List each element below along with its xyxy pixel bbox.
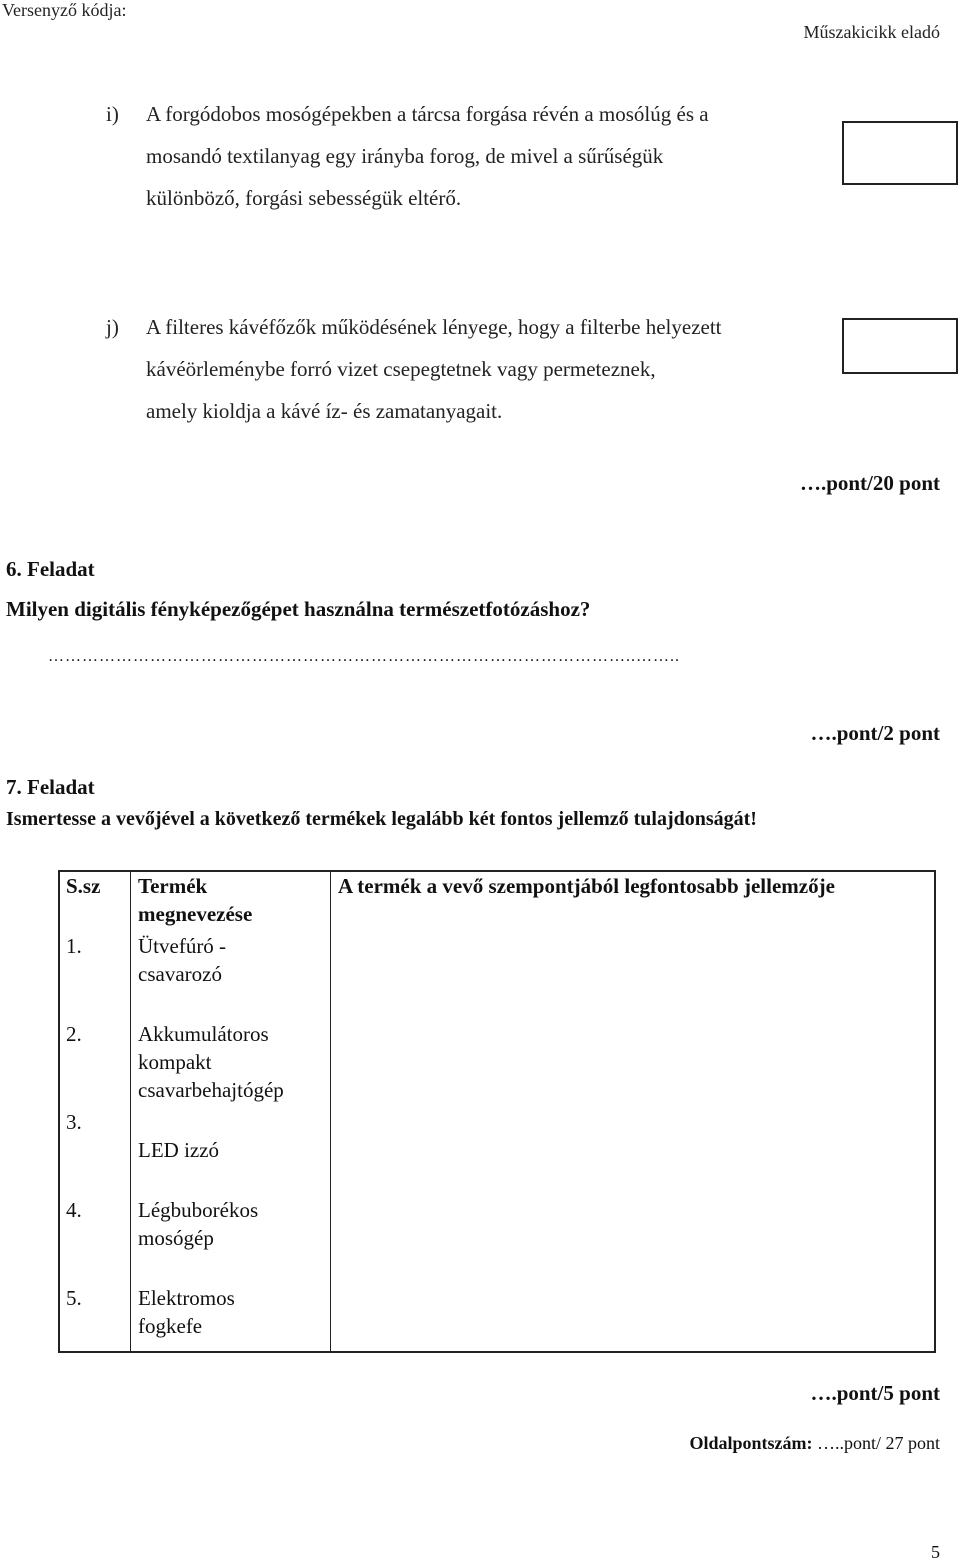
table-col-divider-2: [330, 870, 331, 1351]
row-2-number: 2.: [66, 1022, 82, 1046]
col-header-product: Termék megnevezése: [138, 874, 253, 926]
table-frame: [58, 870, 936, 1353]
row-1-product-line-2: csavarozó: [138, 962, 222, 986]
statement-i-line-2: mosandó textilanyag egy irányba forog, de mivel a sűrűségük: [146, 144, 664, 168]
row-3-number: 3.: [66, 1110, 82, 1134]
row-1-number: 1.: [66, 934, 82, 958]
page-score-label: Oldalpontszám:: [689, 1433, 813, 1453]
statement-j-line-1: A filteres kávéfőzők működésének lényege, hogy a filterbe helyezett: [146, 315, 722, 339]
statement-i: [106, 93, 846, 223]
statement-j-line-2: kávéörleménybe forró vizet csepegtetnek vagy permeteznek,: [146, 357, 656, 381]
row-5-number: 5.: [66, 1286, 82, 1310]
task-7-question: Ismertesse a vevőjével a következő termékek legalább két fontos jellemző tulajdonságát!: [6, 808, 757, 830]
task-7-score: ….pont/5 pont: [810, 1381, 940, 1405]
row-2-product-line-1: Akkumulátoros: [138, 1022, 269, 1046]
header-competitor-code: Versenyző kódja:: [2, 0, 127, 20]
page-score-value: …..pont/ 27 pont: [816, 1433, 940, 1453]
task-6-score: ….pont/2 pont: [810, 721, 940, 745]
statement-j-label: j): [106, 315, 119, 339]
task-7-title: 7. Feladat: [6, 775, 95, 799]
row-4-number: 4.: [66, 1198, 82, 1222]
row-3-product-line-2: LED izzó: [138, 1138, 220, 1162]
col-header-features: A termék a vevő szempontjából legfontosabb jellemzője: [338, 874, 835, 898]
statement-i-line-3: különböző, forgási sebességük eltérő.: [146, 186, 462, 210]
row-5-product-line-1: Elektromos: [138, 1286, 235, 1310]
answer-box-i[interactable]: [842, 121, 958, 185]
row-4-product-line-1: Légbuborékos: [138, 1198, 259, 1222]
row-2-product-line-2: kompakt: [138, 1050, 212, 1074]
statement-i-line-1: A forgódobos mosógépekben a tárcsa forgása révén a mosólúg és a: [146, 102, 709, 126]
answer-box-j[interactable]: [842, 318, 958, 374]
task-6-question: Milyen digitális fényképezőgépet használna természetfotózáshoz?: [6, 597, 591, 621]
row-2-product-line-3: csavarbehajtógép: [138, 1078, 284, 1102]
page-number: 5: [931, 1542, 940, 1562]
task-6-title: 6. Feladat: [6, 557, 95, 581]
page-score: [689, 1433, 940, 1454]
statement-j-line-3: amely kioldja a kávé íz- és zamatanyagait.: [146, 399, 503, 423]
task-6-answer-line[interactable]: …………………………………………………………………………………………..……..: [48, 648, 680, 665]
table-col-divider-1: [130, 870, 131, 1351]
col-header-number: S.sz: [66, 874, 101, 898]
row-4-product-line-2: mosógép: [138, 1226, 214, 1250]
header-category: Műszakicikk eladó: [803, 22, 940, 42]
row-5-product-line-2: fogkefe: [138, 1314, 203, 1338]
row-1-product-line-1: Ütvefúró -: [138, 934, 227, 958]
score-section-5: ….pont/20 pont: [799, 471, 940, 495]
statement-i-label: i): [106, 102, 119, 126]
statement-j: [106, 306, 846, 436]
